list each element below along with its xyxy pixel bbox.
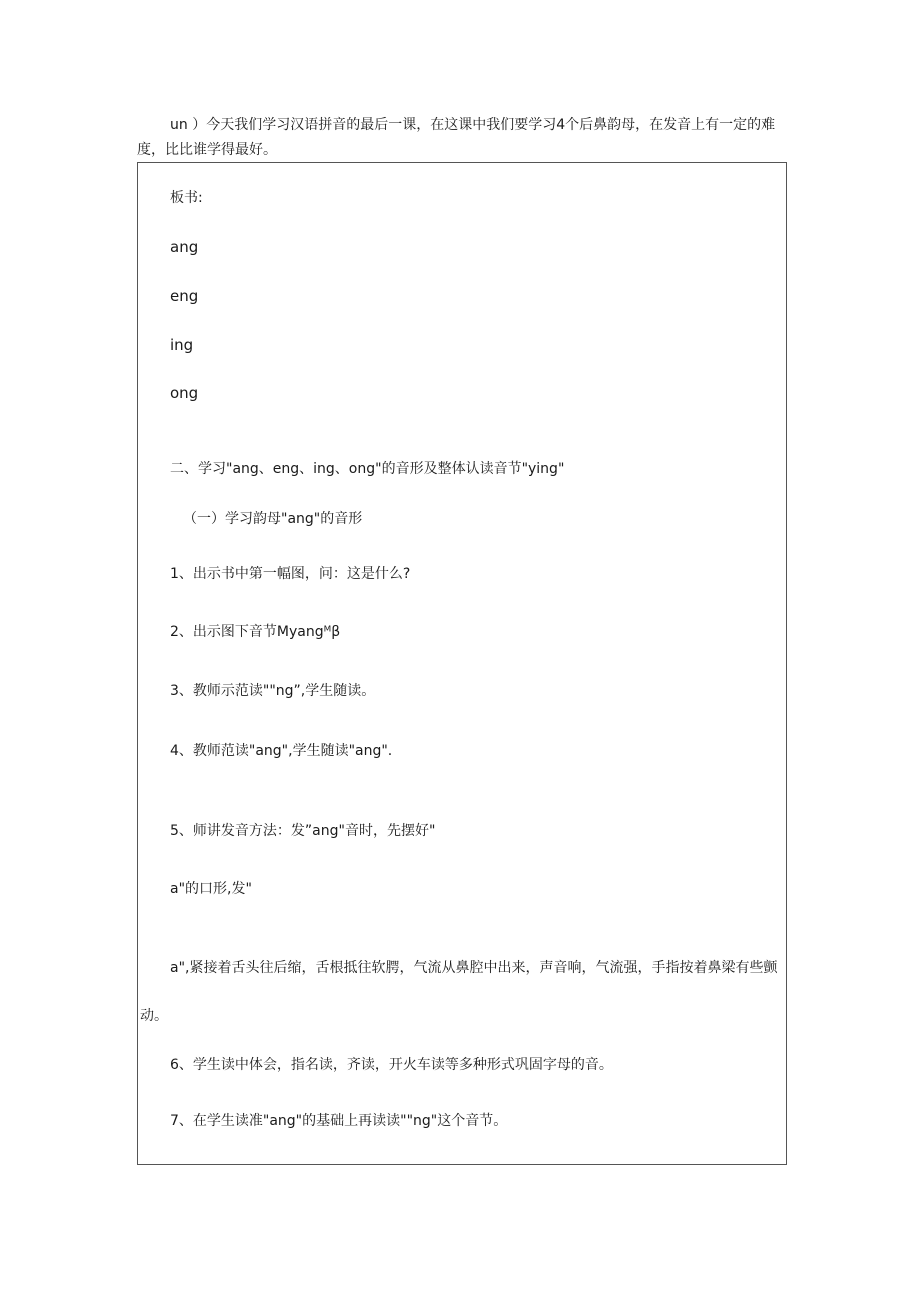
board-item-ing: ing (170, 336, 194, 354)
section-heading: 二、学习"ang、eng、ing、ong"的音形及整体认读音节"ying" (170, 461, 565, 477)
step-2: 2、出示图下音节Myangᴹβ (170, 624, 341, 640)
intro-line-1: un ）今天我们学习汉语拼音的最后一课，在这课中我们要学习4个后鼻韵母，在发音上有一定的难 (170, 117, 776, 133)
intro-line-2: 度，比比谁学得最好。 (137, 142, 277, 158)
step-6: 6、学生读中体会，指名读，齐读，开火车读等多种形式巩固字母的音。 (170, 1057, 613, 1073)
board-item-eng: eng (170, 287, 199, 305)
board-label: 板书: (170, 190, 203, 206)
step-5-continued: a"的口形,发" (170, 881, 252, 897)
lesson-table-cell (137, 162, 787, 1165)
subsection-heading: （一）学习韵母"ang"的音形 (183, 511, 363, 527)
step-7: 7、在学生读准"ang"的基础上再读读""ng"这个音节。 (170, 1113, 508, 1129)
step-4: 4、教师范读"ang",学生随读"ang". (170, 743, 393, 759)
step-5-description-end: 动。 (140, 1008, 168, 1024)
step-5: 5、师讲发音方法：发”ang"音时，先摆好" (170, 823, 436, 839)
intro-paragraph (137, 113, 777, 163)
step-5-description: a",紧接着舌头往后缩，舌根抵往软腭，气流从鼻腔中出来，声音响，气流强，手指按着鼻梁有些颤 (170, 960, 778, 976)
board-item-ong: ong (170, 384, 199, 402)
step-3: 3、教师示范读""ng”,学生随读。 (170, 683, 376, 699)
step-1: 1、出示书中第一幅图，问：这是什么? (170, 566, 411, 582)
board-item-ang: ang (170, 238, 199, 256)
